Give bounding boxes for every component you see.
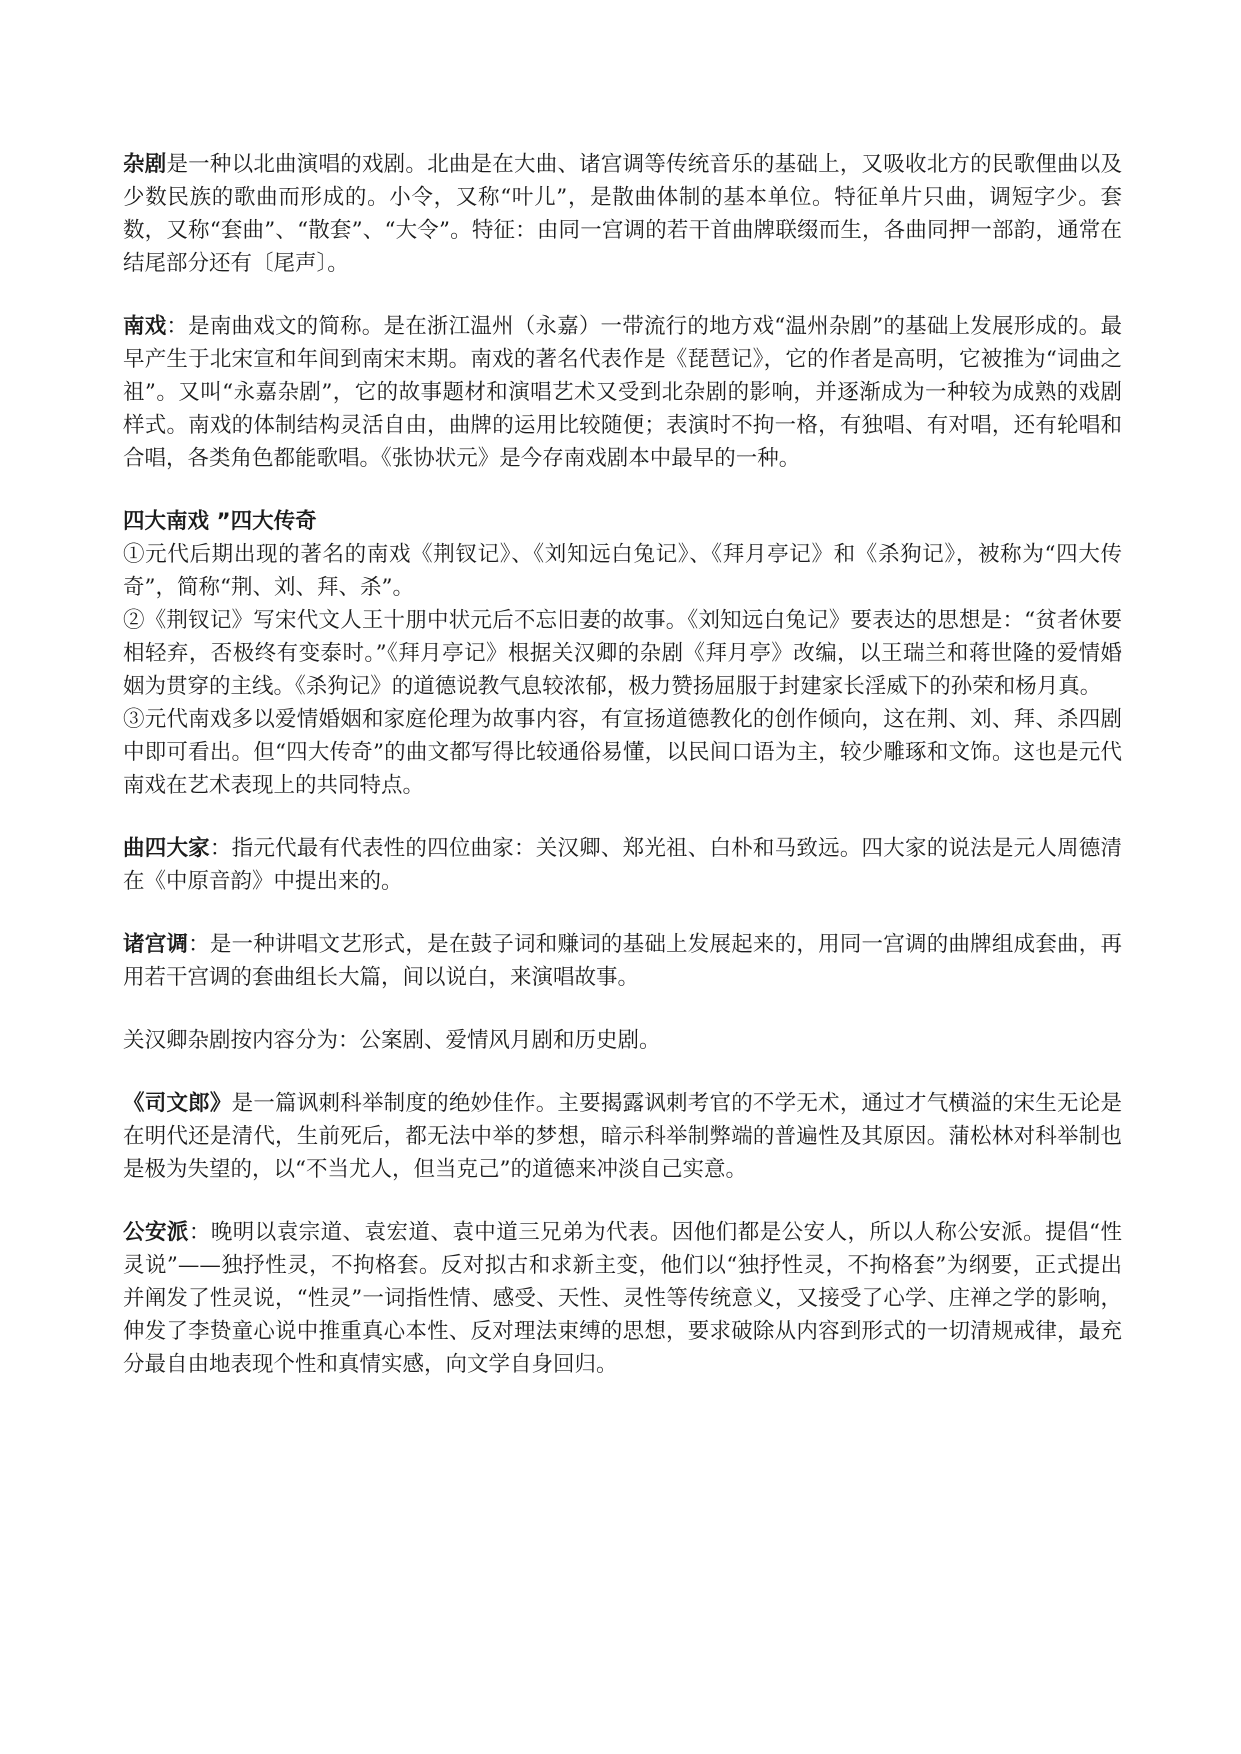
paragraph-qu-four-masters	[123, 832, 1122, 898]
paragraph-text: 关汉卿杂剧按内容分为：公案剧、爱情风月剧和历史剧。	[123, 1028, 661, 1053]
paragraph-text: ：是一种讲唱文艺形式，是在鼓子词和赚词的基础上发展起来的，用同一宫调的曲牌组成套曲，再用若干宫调的套曲组长大篇，间以说白，来演唱故事。	[123, 932, 1122, 990]
section-four-nanxi	[123, 505, 1122, 802]
paragraph-text: 是一篇讽刺科举制度的绝妙佳作。主要揭露讽刺考官的不学无术，通过才气横溢的宋生无论是在明代还是清代，生前死后，都无法中举的梦想，暗示科举制弊端的普遍性及其原因。蒲松林对科举制也是极为失望的，以“不当尤人，但当克己”的道德来冲淡自己实意。	[123, 1091, 1122, 1182]
term-siwenlang: 《司文郎》	[123, 1091, 232, 1116]
list-item: ③元代南戏多以爱情婚姻和家庭伦理为故事内容，有宣扬道德教化的创作倾向，这在荆、刘、拜、杀四剧中即可看出。但“四大传奇”的曲文都写得比较通俗易懂，以民间口语为主，较少雕琢和文饰。这也是元代南戏在艺术表现上的共同特点。	[123, 707, 1122, 798]
paragraph-text: ：指元代最有代表性的四位曲家：关汉卿、郑光祖、白朴和马致远。四大家的说法是元人周德清在《中原音韵》中提出来的。	[123, 836, 1122, 894]
term-zhugongdiao: 诸宫调	[123, 932, 189, 957]
paragraph-gongan-school	[123, 1216, 1122, 1381]
list-item: ②《荆钗记》写宋代文人王十朋中状元后不忘旧妻的故事。《刘知远白兔记》要表达的思想是：“贫者休要相轻弃，否极终有变泰时。”《拜月亭记》根据关汉卿的杂剧《拜月亭》改编，以王瑞兰和蒋世隆的爱情婚姻为贯穿的主线。《杀狗记》的道德说教气息较浓郁，极力赞扬屈服于封建家长淫威下的孙荣和杨月真。	[123, 608, 1122, 699]
paragraph-zhugongdiao	[123, 928, 1122, 994]
paragraph-guan-hanqing	[123, 1024, 1122, 1057]
paragraph-text: ：晚明以袁宗道、袁宏道、袁中道三兄弟为代表。因他们都是公安人，所以人称公安派。提倡“性灵说”——独抒性灵，不拘格套。反对拟古和求新主变，他们以“独抒性灵，不拘格套”为纲要，正式提出并阐发了性灵说，“性灵”一词指性情、感受、天性、灵性等传统意义，又接受了心学、庄禅之学的影响，伸发了李贽童心说中推重真心本性、反对理法束缚的思想，要求破除从内容到形式的一切清规戒律，最充分最自由地表现个性和真情实感，向文学自身回归。	[123, 1220, 1122, 1377]
paragraph-zaju	[123, 148, 1122, 280]
term-gongan-school: 公安派	[123, 1220, 189, 1245]
paragraph-nanxi	[123, 310, 1122, 475]
term-nanxi: 南戏	[123, 314, 167, 339]
term-qu-four-masters: 曲四大家	[123, 836, 210, 861]
paragraph-text: 是一种以北曲演唱的戏剧。北曲是在大曲、诸宫调等传统音乐的基础上，又吸收北方的民歌俚曲以及少数民族的歌曲而形成的。小令，又称“叶儿”，是散曲体制的基本单位。特征单片只曲，调短字少。套数，又称“套曲”、“散套”、“大令”。特征：由同一宫调的若干首曲牌联缀而生，各曲同押一部韵，通常在结尾部分还有〔尾声〕。	[123, 152, 1122, 276]
paragraph-siwenlang	[123, 1087, 1122, 1186]
paragraph-text: ：是南曲戏文的简称。是在浙江温州（永嘉）一带流行的地方戏“温州杂剧”的基础上发展形成的。最早产生于北宋宣和年间到南宋末期。南戏的著名代表作是《琵琶记》，它的作者是高明，它被推为“词曲之祖”。又叫“永嘉杂剧”，它的故事题材和演唱艺术又受到北杂剧的影响，并逐渐成为一种较为成熟的戏剧样式。南戏的体制结构灵活自由，曲牌的运用比较随便；表演时不拘一格，有独唱、有对唱，还有轮唱和合唱，各类角色都能歌唱。《张协状元》是今存南戏剧本中最早的一种。	[123, 314, 1122, 471]
list-item: ①元代后期出现的著名的南戏《荆钗记》、《刘知远白兔记》、《拜月亭记》和《杀狗记》，被称为“四大传奇”，简称“荆、刘、拜、杀”。	[123, 542, 1122, 600]
section-heading: 四大南戏 ”四大传奇	[123, 509, 317, 534]
term-zaju: 杂剧	[123, 152, 167, 177]
